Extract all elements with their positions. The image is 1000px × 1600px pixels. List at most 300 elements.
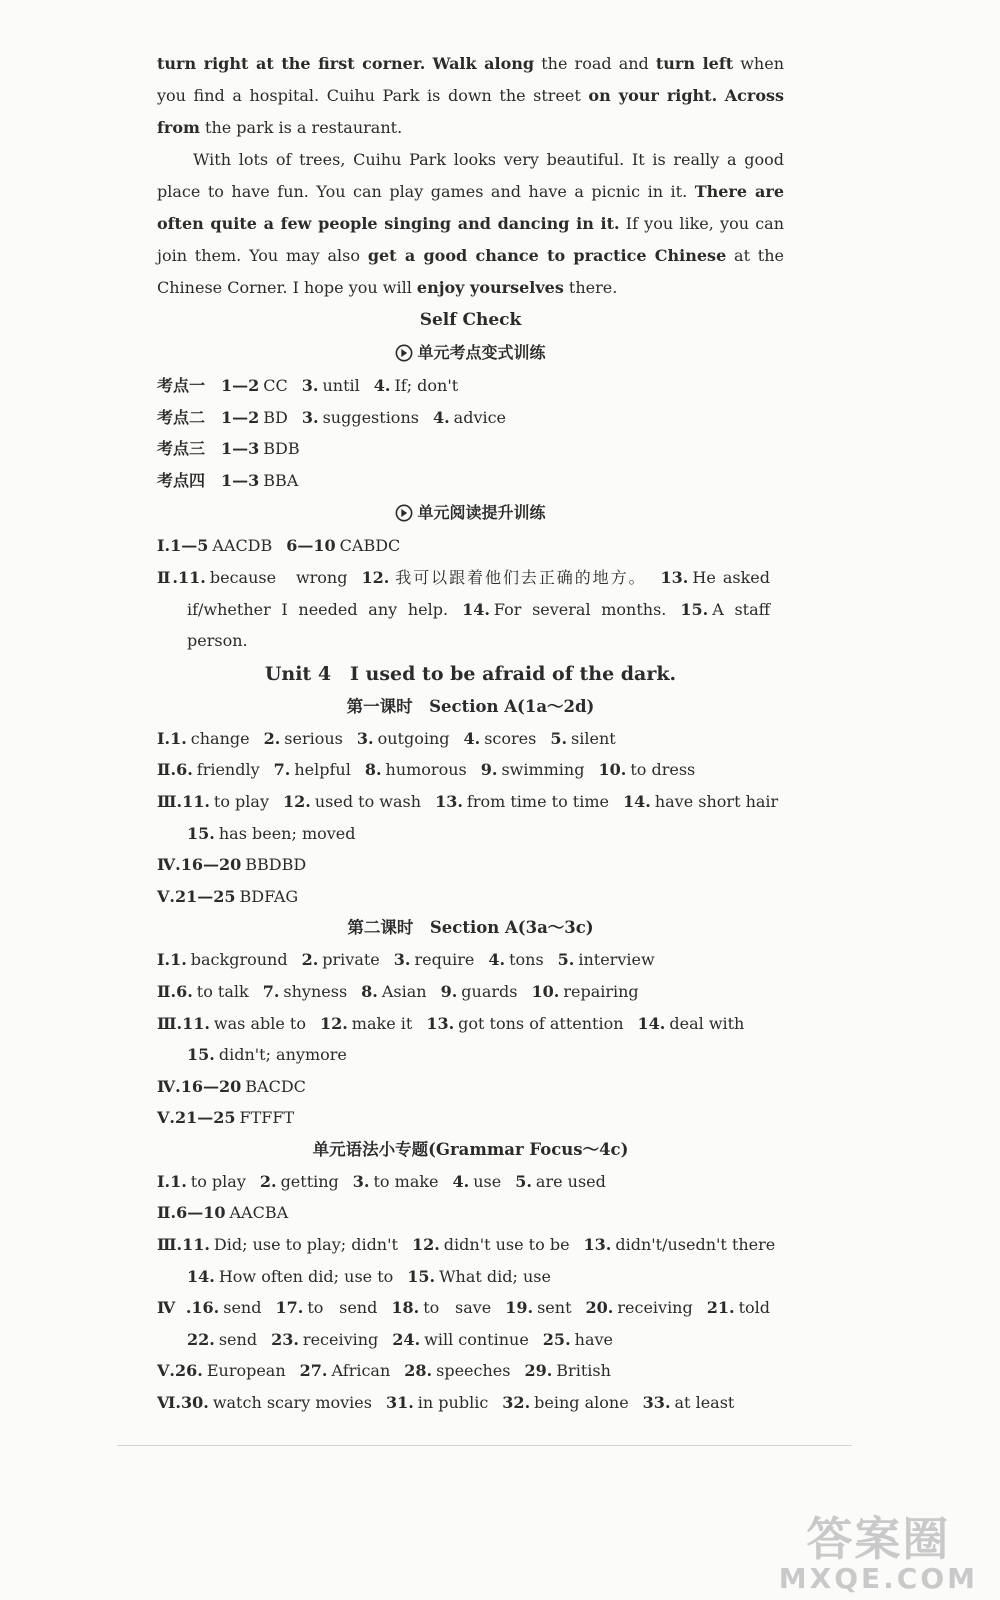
lesson-2-answers [157, 944, 784, 1134]
answer-item [505, 1298, 571, 1317]
question-number: 5. [515, 1171, 532, 1191]
question-number: 13. [583, 1235, 612, 1255]
question-number: 32. [502, 1393, 531, 1413]
answer-item [643, 1393, 735, 1412]
answer-text: CC [263, 376, 288, 395]
answer-item [221, 471, 298, 490]
answer-item [426, 1014, 623, 1033]
answer-text: A staff [712, 599, 771, 619]
question-number: 2. [263, 728, 281, 748]
answer-item [264, 729, 343, 748]
answer-item [515, 1172, 606, 1191]
answer-text: from time to time [466, 791, 609, 811]
answer-item [221, 408, 288, 427]
question-number: 5. [557, 950, 575, 970]
answer-item [481, 760, 585, 779]
answer-item [584, 1235, 776, 1254]
lesson-1-answers [157, 723, 784, 913]
answer-line [157, 1197, 784, 1229]
answer-text: to save [423, 1298, 492, 1318]
part-numeral: Ⅲ. [157, 791, 183, 811]
answer-text: CABDC [339, 536, 401, 556]
question-number: 22. [187, 1329, 215, 1349]
answer-text: use [473, 1171, 502, 1191]
question-number: 9. [480, 760, 498, 780]
question-number: 4. [432, 407, 450, 427]
question-number: 3. [356, 728, 374, 748]
passage-text: If you like, you can join them. You may also [157, 214, 784, 265]
passage-text: at the Chinese Corner. I hope you will [157, 246, 785, 297]
question-number: 1—2 [221, 376, 260, 395]
answer-item [176, 982, 249, 1001]
answer-item [263, 982, 347, 1001]
answer-item [170, 536, 272, 555]
key-phrase: get a good chance to practice Chinese [367, 246, 727, 265]
answer-line [157, 976, 784, 1008]
part-numeral: Ⅰ. [157, 536, 171, 556]
question-number: 3. [301, 407, 319, 427]
answer-item [170, 950, 288, 969]
answer-text: watch scary movies [212, 1393, 372, 1413]
answer-item [357, 729, 450, 748]
answer-text: BDB [263, 439, 300, 459]
question-number: 1—5 [170, 536, 209, 556]
answer-text: 我可以跟着他们去正确的地方。 [393, 567, 647, 587]
question-number: 33. [642, 1393, 671, 1413]
answer-item [586, 1298, 693, 1317]
answer-item [365, 760, 467, 779]
kaodian-label: 考点一 [157, 376, 206, 395]
answer-text: shyness [283, 981, 348, 1001]
answer-text: receiving [617, 1298, 693, 1318]
answer-item [182, 792, 269, 811]
question-number: 7. [273, 760, 291, 780]
answer-item [502, 1393, 628, 1412]
question-number: 15. [680, 599, 709, 619]
answer-text: being alone [534, 1393, 629, 1413]
question-number: 2. [259, 1171, 277, 1191]
answer-item [176, 1203, 288, 1222]
answer-item [175, 887, 298, 906]
answer-text: if/whether I needed any help. [187, 599, 449, 619]
answer-item [680, 600, 770, 619]
watermark [779, 1514, 978, 1594]
answer-item [433, 408, 506, 427]
answer-line [157, 530, 784, 562]
answer-item [274, 760, 351, 779]
answer-text: AACBA [229, 1203, 289, 1223]
question-number: 14. [462, 599, 490, 619]
passage-text: With lots of trees, Cuihu Park looks very beautiful. It is really a good place to have fun. You can play games and have a picnic in it. [157, 150, 784, 201]
answer-line [157, 594, 784, 626]
answer-item [374, 376, 458, 395]
answer-line [157, 1166, 784, 1198]
answer-line [157, 465, 784, 497]
question-number: 6. [176, 981, 193, 1001]
answer-text: private [322, 950, 380, 970]
answer-line [157, 1387, 784, 1419]
answer-text: didn't; anymore [218, 1045, 347, 1065]
question-number: 8. [361, 981, 378, 1001]
answer-text: send [223, 1298, 262, 1318]
answer-item [598, 760, 695, 779]
question-number: 18. [391, 1298, 420, 1318]
answer-item [187, 631, 248, 650]
answer-line [157, 1324, 784, 1356]
part-numeral: Ⅳ. [157, 1298, 192, 1318]
answer-item [181, 1077, 306, 1096]
answer-item [412, 1235, 570, 1254]
lesson-2-title: 第二课时 Section A(3a～3c) [347, 918, 594, 938]
part-numeral: Ⅴ. [157, 1361, 175, 1381]
passage-paragraph-2 [157, 144, 784, 304]
question-number: 31. [385, 1393, 414, 1413]
part-numeral: Ⅲ. [157, 1013, 183, 1033]
answer-text: make it [351, 1013, 413, 1033]
question-number: 6—10 [286, 536, 336, 556]
answer-item [404, 1361, 510, 1380]
answer-line [157, 1102, 784, 1134]
answer-text: has been; moved [218, 823, 356, 843]
answer-item [320, 1014, 412, 1033]
question-number: 2. [301, 950, 319, 970]
part-numeral: Ⅰ. [157, 950, 171, 970]
answer-item [170, 729, 250, 748]
answer-text: BD [263, 407, 288, 427]
question-number: 11. [178, 567, 206, 587]
key-phrase: on your right. [588, 86, 718, 105]
answer-item [707, 1298, 770, 1317]
passage-paragraph-1 [157, 48, 784, 144]
answer-text: guards [461, 981, 518, 1001]
question-number: 11. [182, 1013, 210, 1033]
answer-item [191, 1298, 261, 1317]
answer-text: BACDC [245, 1076, 306, 1096]
answer-text: friendly [196, 760, 260, 780]
question-number: 23. [271, 1329, 299, 1349]
answer-item [221, 376, 288, 395]
answer-line [157, 370, 784, 402]
question-number: 10. [531, 981, 560, 1001]
answer-line [157, 562, 784, 594]
question-number: 4. [452, 1171, 470, 1191]
answer-text: to make [373, 1171, 439, 1191]
part-numeral: Ⅳ. [157, 1076, 181, 1096]
answer-text: What did; use [439, 1266, 551, 1286]
answer-item [462, 600, 666, 619]
question-number: 5. [550, 728, 568, 748]
answer-line [157, 1261, 784, 1293]
key-phrase: turn right at the first corner. [157, 54, 426, 73]
circle-arrow-icon [395, 504, 413, 522]
self-check-title: Self Check [419, 310, 522, 330]
answer-item [286, 536, 400, 555]
question-number: 30. [180, 1393, 209, 1413]
part-numeral: Ⅰ. [157, 728, 171, 748]
question-number: 20. [585, 1298, 614, 1318]
passage-text: the road and [534, 54, 656, 73]
answer-text: scores [484, 728, 537, 748]
part-numeral: Ⅴ. [157, 1108, 175, 1128]
answer-text: FTFFT [239, 1108, 295, 1128]
unit-title: Unit 4 I used to be afraid of the dark. [264, 662, 677, 685]
answer-item [441, 982, 518, 1001]
question-number: 3. [393, 950, 411, 970]
answer-text: to dress [630, 760, 696, 780]
answer-text: getting [280, 1171, 339, 1191]
question-number: 16—20 [180, 855, 242, 875]
answer-line [157, 818, 784, 850]
answer-line [157, 1355, 784, 1387]
answer-text: swimming [501, 760, 585, 780]
answer-item [300, 1361, 391, 1380]
answer-text: send [218, 1329, 258, 1349]
section-heading-reading [157, 496, 784, 530]
question-number: 10. [598, 760, 627, 780]
question-number: 15. [187, 823, 215, 843]
answer-text: told [738, 1298, 770, 1318]
answer-line [157, 849, 784, 881]
question-number: 1—3 [221, 439, 260, 459]
reading-answers [157, 530, 784, 656]
answer-text: sent [537, 1298, 572, 1318]
kaodian-label: 考点二 [157, 407, 206, 427]
question-number: 3. [352, 1171, 370, 1191]
answer-item [392, 1330, 529, 1349]
part-numeral: Ⅱ. [157, 1203, 177, 1223]
question-number: 13. [660, 567, 689, 587]
answer-text: outgoing [377, 728, 450, 748]
answer-item [524, 1361, 610, 1380]
answer-text: used to wash [314, 791, 422, 811]
answer-text: didn't use to be [443, 1235, 570, 1255]
answer-text: was able to [213, 1013, 306, 1033]
answer-item [361, 568, 646, 587]
question-number: 3. [301, 376, 319, 395]
part-numeral: Ⅱ. [157, 567, 179, 587]
question-number: 28. [404, 1361, 433, 1381]
answer-item [187, 1330, 257, 1349]
answer-text: silent [571, 728, 616, 748]
answer-line [157, 881, 784, 913]
question-number: 15. [187, 1045, 215, 1065]
part-numeral: Ⅴ. [157, 886, 175, 906]
answer-item [550, 729, 615, 748]
answer-text: to play [190, 1171, 246, 1191]
question-number: 14. [622, 791, 651, 811]
question-number: 11. [182, 1235, 210, 1255]
answer-text: serious [284, 728, 343, 748]
question-number: 12. [361, 567, 390, 587]
passage-text: when you find a hospital. Cuihu Park is down the street [157, 54, 785, 105]
question-number: 17. [275, 1298, 304, 1318]
answer-text: receiving [302, 1329, 379, 1349]
passage-text: the park is a restaurant. [199, 118, 403, 137]
answer-text: will continue [424, 1329, 529, 1349]
question-number: 11. [182, 791, 210, 811]
key-phrase: Across from [157, 86, 785, 137]
answer-text: didn't/usedn't there [615, 1235, 776, 1255]
section-heading-text: 单元阅读提升训练 [417, 503, 546, 523]
answer-item [175, 1361, 286, 1380]
answer-item [181, 1393, 372, 1412]
question-number: 14. [187, 1266, 215, 1286]
section-heading-kaodian [157, 336, 784, 370]
passage-text [717, 86, 725, 105]
answer-item [407, 1267, 551, 1286]
answer-text: African [331, 1361, 391, 1381]
answer-item [558, 950, 655, 969]
question-number: 1. [170, 728, 187, 748]
part-numeral: Ⅱ. [157, 760, 177, 780]
answer-text: are used [535, 1171, 606, 1191]
answer-text: person. [187, 631, 248, 651]
answer-text: Asian [381, 981, 427, 1001]
answer-item [187, 600, 448, 619]
answer-text: at least [674, 1393, 735, 1413]
watermark-bottom: MXQE.COM [778, 1562, 978, 1595]
question-number: 12. [411, 1235, 440, 1255]
answer-line [157, 1229, 784, 1261]
answer-text: Did; use to play; didn't [213, 1235, 398, 1255]
answer-item [187, 1267, 393, 1286]
answer-item [302, 376, 360, 395]
question-number: 1—2 [221, 407, 260, 427]
part-numeral: Ⅵ. [157, 1393, 181, 1413]
answer-text: to play [213, 791, 269, 811]
answer-line [157, 402, 784, 434]
part-numeral: Ⅰ. [157, 1171, 171, 1191]
answer-item [182, 1014, 306, 1033]
part-numeral: Ⅲ. [157, 1235, 183, 1255]
answer-item [302, 408, 419, 427]
answer-item [638, 1014, 745, 1033]
answer-text: repairing [563, 981, 639, 1001]
answer-item [453, 1172, 502, 1191]
answer-item [394, 950, 475, 969]
part-numeral: Ⅱ. [157, 981, 177, 1001]
answer-item [361, 982, 426, 1001]
answer-page [157, 48, 784, 1419]
question-number: 24. [392, 1329, 421, 1349]
question-number: 14. [637, 1013, 666, 1033]
answer-item [623, 792, 778, 811]
question-number: 29. [524, 1361, 553, 1381]
answer-item [488, 950, 543, 969]
question-number: 16—20 [180, 1076, 242, 1096]
answer-text: until [322, 376, 360, 395]
answer-text: speeches [436, 1361, 511, 1381]
grammar-answers [157, 1166, 784, 1419]
answer-item [302, 950, 380, 969]
question-number: 8. [364, 760, 382, 780]
answer-text: deal with [669, 1013, 745, 1033]
answer-text: If; don't [394, 376, 459, 395]
answer-text: BBDBD [245, 855, 307, 875]
lesson-1-title: 第一课时 Section A(1a～2d) [346, 696, 595, 716]
kaodian-list [157, 370, 784, 496]
question-number: 1. [170, 1171, 187, 1191]
answer-text: have short hair [654, 791, 779, 811]
answer-item [283, 792, 421, 811]
answer-text: BBA [263, 470, 299, 490]
question-number: 16. [191, 1298, 220, 1318]
answer-item [353, 1172, 439, 1191]
answer-text: British [556, 1361, 611, 1381]
question-number: 27. [299, 1361, 328, 1381]
kaodian-label: 考点四 [157, 470, 206, 490]
question-number: 13. [435, 791, 463, 811]
answer-text: interview [578, 950, 655, 970]
question-number: 1. [170, 950, 187, 970]
answer-text: AACDB [212, 536, 273, 556]
key-phrase: enjoy yourselves [416, 278, 564, 297]
answer-text: tons [509, 950, 544, 970]
answer-text: to send [307, 1298, 378, 1318]
question-number: 6. [176, 760, 193, 780]
grammar-title: 单元语法小专题(Grammar Focus～4c) [312, 1139, 629, 1159]
answer-item [391, 1298, 491, 1317]
answer-line [157, 625, 784, 657]
answer-text: suggestions [322, 407, 419, 427]
question-number: 7. [262, 981, 280, 1001]
answer-item [181, 855, 306, 874]
answer-item [275, 1298, 377, 1317]
answer-text: humorous [385, 760, 467, 780]
question-number: 25. [542, 1329, 571, 1349]
passage-text: there. [563, 278, 618, 297]
question-number: 21. [706, 1298, 735, 1318]
answer-item [221, 439, 300, 458]
answer-line [157, 944, 784, 976]
answer-item [176, 760, 260, 779]
answer-item [178, 568, 347, 587]
answer-text: European [206, 1361, 286, 1381]
answer-item [531, 982, 638, 1001]
question-number: 4. [373, 376, 391, 395]
answer-text: have [574, 1329, 613, 1349]
answer-line [157, 1292, 784, 1324]
answer-line [157, 754, 784, 786]
answer-item [187, 1045, 347, 1064]
answer-item [661, 568, 770, 587]
question-number: 12. [283, 791, 311, 811]
answer-text: background [190, 950, 288, 970]
answer-item [187, 824, 356, 843]
key-phrase: Walk along [432, 54, 535, 73]
question-number: 1—3 [221, 470, 260, 490]
circle-arrow-icon [395, 344, 413, 362]
question-number: 21—25 [174, 886, 236, 906]
question-number: 26. [174, 1361, 203, 1381]
answer-text: How often did; use to [218, 1266, 394, 1286]
answer-text: require [414, 950, 475, 970]
answer-item [175, 1108, 294, 1127]
answer-line [157, 1039, 784, 1071]
page-divider [117, 1445, 852, 1446]
answer-text: got tons of attention [458, 1013, 624, 1033]
answer-line [157, 433, 784, 465]
answer-item [170, 1172, 246, 1191]
answer-item [260, 1172, 339, 1191]
question-number: 6—10 [176, 1203, 226, 1223]
key-phrase: turn left [655, 54, 734, 73]
answer-text: because wrong [209, 567, 348, 587]
answer-item [435, 792, 609, 811]
answer-text: to talk [196, 981, 249, 1001]
answer-item [464, 729, 537, 748]
answer-text: change [190, 728, 250, 748]
